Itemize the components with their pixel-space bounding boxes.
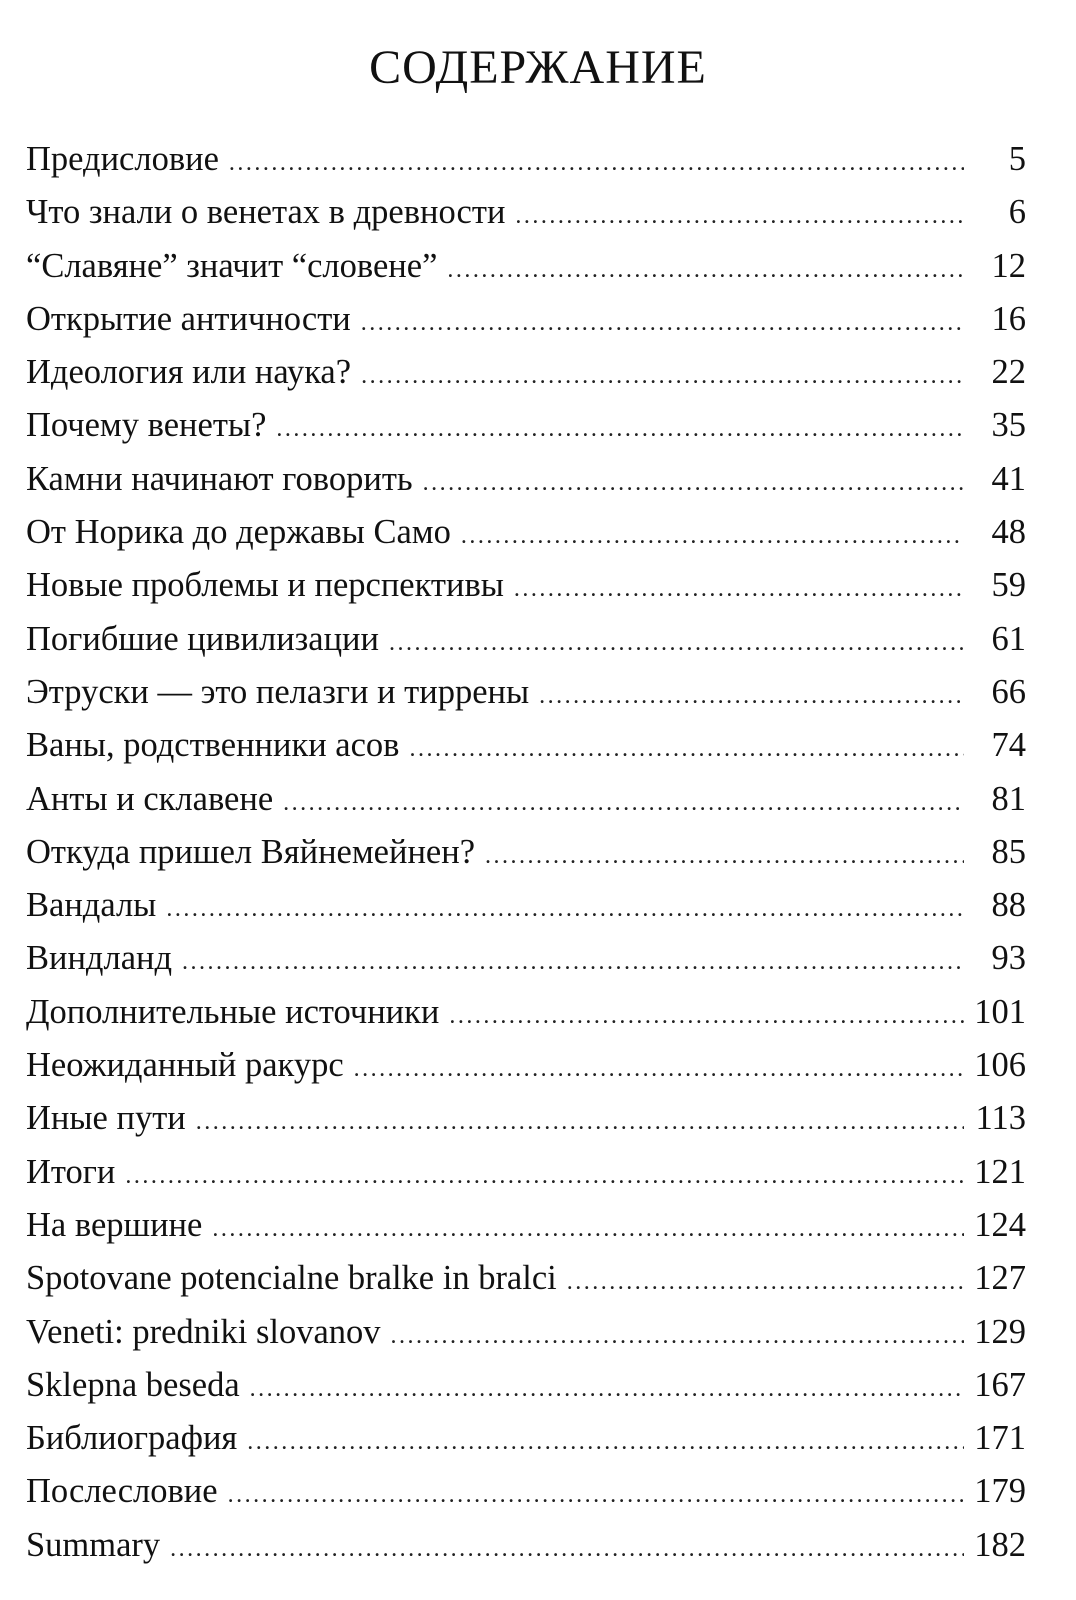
toc-entry [26, 1146, 1026, 1199]
toc-entry [26, 1092, 1026, 1145]
toc-entry-title: Итоги [26, 1152, 116, 1191]
dot-leader [391, 1310, 964, 1363]
toc-entry-title: Veneti: predniki slovanov [26, 1312, 381, 1351]
toc-entry [26, 186, 1026, 239]
toc-entry-title: Spotovane potencialne bralke in bralci [26, 1259, 557, 1298]
dot-leader [196, 1096, 964, 1149]
toc-entry [26, 240, 1026, 293]
toc-entry [26, 399, 1026, 452]
toc-entry-page-number: 5 [1008, 140, 1026, 178]
toc-entry [26, 1412, 1026, 1465]
toc-entry [26, 453, 1026, 506]
toc-entry-page-number: 88 [991, 886, 1026, 925]
toc-entry-title: Неожиданный ракурс [26, 1046, 344, 1085]
toc-entry-page-number: 171 [974, 1419, 1026, 1458]
toc-entry-page-number: 48 [991, 513, 1026, 552]
toc-entry [26, 666, 1026, 719]
dot-leader [276, 403, 964, 456]
toc-entry [26, 559, 1026, 612]
toc-entry-page-number: 22 [991, 353, 1026, 392]
table-of-contents [26, 133, 1026, 1572]
toc-entry-title: Погибшие цивилизации [26, 619, 379, 658]
toc-entry-title: Что знали о венетах в древности [26, 193, 506, 232]
toc-entry-page-number: 93 [991, 939, 1026, 978]
toc-entry [26, 1306, 1026, 1359]
toc-entry-page-number: 124 [974, 1205, 1026, 1244]
toc-entry-title: Ваны, родственники асов [26, 726, 400, 765]
toc-entry-page-number: 179 [974, 1472, 1026, 1511]
toc-entry-page-number: 101 [974, 992, 1026, 1031]
toc-entry [26, 719, 1026, 772]
toc-entry-title: Открытие античности [26, 299, 351, 338]
toc-entry-title: “Славяне” значит “словене” [26, 246, 438, 285]
toc-entry [26, 1465, 1026, 1518]
toc-entry-title: Почему венеты? [26, 406, 267, 445]
toc-entry-page-number: 129 [974, 1312, 1026, 1351]
toc-entry-page-number: 127 [974, 1259, 1026, 1298]
toc-entry [26, 986, 1026, 1039]
toc-entry [26, 1252, 1026, 1305]
dot-leader [212, 1203, 964, 1256]
toc-entry-title: Откуда пришел Вяйнемейнен? [26, 832, 476, 871]
toc-entry-page-number: 113 [975, 1099, 1026, 1138]
toc-entry [26, 879, 1026, 932]
toc-entry [26, 293, 1026, 346]
dot-leader [170, 1523, 964, 1576]
toc-entry-page-number: 81 [991, 779, 1026, 818]
toc-entry-page-number: 35 [991, 406, 1026, 445]
dot-leader [361, 297, 964, 350]
toc-entry-page-number: 182 [974, 1525, 1026, 1564]
toc-entry-title: Послесловие [26, 1472, 218, 1511]
toc-entry-page-number: 106 [974, 1046, 1026, 1085]
toc-entry-title: На вершине [26, 1205, 203, 1244]
dot-leader [361, 350, 964, 403]
toc-entry-page-number: 6 [1008, 193, 1026, 232]
toc-entry [26, 133, 1026, 186]
toc-entry-title: Sklepna beseda [26, 1365, 240, 1404]
toc-entry-title: Этруски — это пелазги и тиррены [26, 672, 530, 711]
toc-entry-page-number: 74 [991, 726, 1026, 765]
dot-leader [250, 1363, 964, 1416]
dot-leader [125, 1150, 964, 1203]
toc-entry [26, 346, 1026, 399]
toc-entry-title: Камни начинают говорить [26, 459, 413, 498]
dot-leader [449, 990, 964, 1043]
toc-entry-title: Идеология или наука? [26, 353, 352, 392]
toc-entry-page-number: 16 [991, 299, 1026, 338]
toc-entry-title: Виндланд [26, 939, 173, 978]
toc-entry-title: Предисловие [26, 140, 219, 178]
toc-entry-page-number: 59 [991, 566, 1026, 605]
dot-leader [515, 190, 964, 243]
toc-entry [26, 1039, 1026, 1092]
dot-leader [423, 457, 964, 510]
toc-entry-page-number: 85 [991, 832, 1026, 871]
toc-entry-title: Summary [26, 1525, 161, 1564]
toc-entry-title: Анты и склавене [26, 779, 274, 818]
toc-entry-title: Вандалы [26, 886, 157, 925]
toc-entry-page-number: 61 [991, 619, 1026, 658]
dot-leader [166, 883, 964, 936]
toc-entry [26, 1359, 1026, 1412]
dot-leader [354, 1043, 964, 1096]
toc-entry-title: Иные пути [26, 1099, 186, 1138]
toc-entry-title: Новые проблемы и перспективы [26, 566, 504, 605]
dot-leader [514, 563, 964, 616]
dot-leader [447, 244, 964, 297]
toc-entry-page-number: 167 [974, 1365, 1026, 1404]
dot-leader [283, 777, 964, 830]
toc-entry [26, 826, 1026, 879]
dot-leader [539, 670, 964, 723]
toc-entry [26, 1199, 1026, 1252]
toc-entry-title: От Норика до державы Само [26, 513, 451, 552]
toc-entry [26, 1519, 1026, 1572]
toc-entry-page-number: 41 [991, 459, 1026, 498]
dot-leader [228, 1469, 964, 1522]
toc-entry [26, 773, 1026, 826]
toc-entry [26, 613, 1026, 666]
dot-leader [247, 1416, 964, 1469]
toc-entry-title: Библиография [26, 1419, 238, 1458]
dot-leader [229, 137, 964, 190]
toc-entry-page-number: 121 [974, 1152, 1026, 1191]
toc-entry [26, 932, 1026, 985]
dot-leader [567, 1256, 964, 1309]
dot-leader [461, 510, 964, 563]
toc-entry-page-number: 66 [991, 672, 1026, 711]
dot-leader [409, 723, 964, 776]
dot-leader [389, 617, 964, 670]
dot-leader [182, 936, 964, 989]
page-title: СОДЕРЖАНИЕ [369, 41, 707, 94]
dot-leader [485, 830, 964, 883]
toc-entry-page-number: 12 [991, 246, 1026, 285]
toc-entry-title: Дополнительные источники [26, 992, 440, 1031]
toc-entry [26, 506, 1026, 559]
